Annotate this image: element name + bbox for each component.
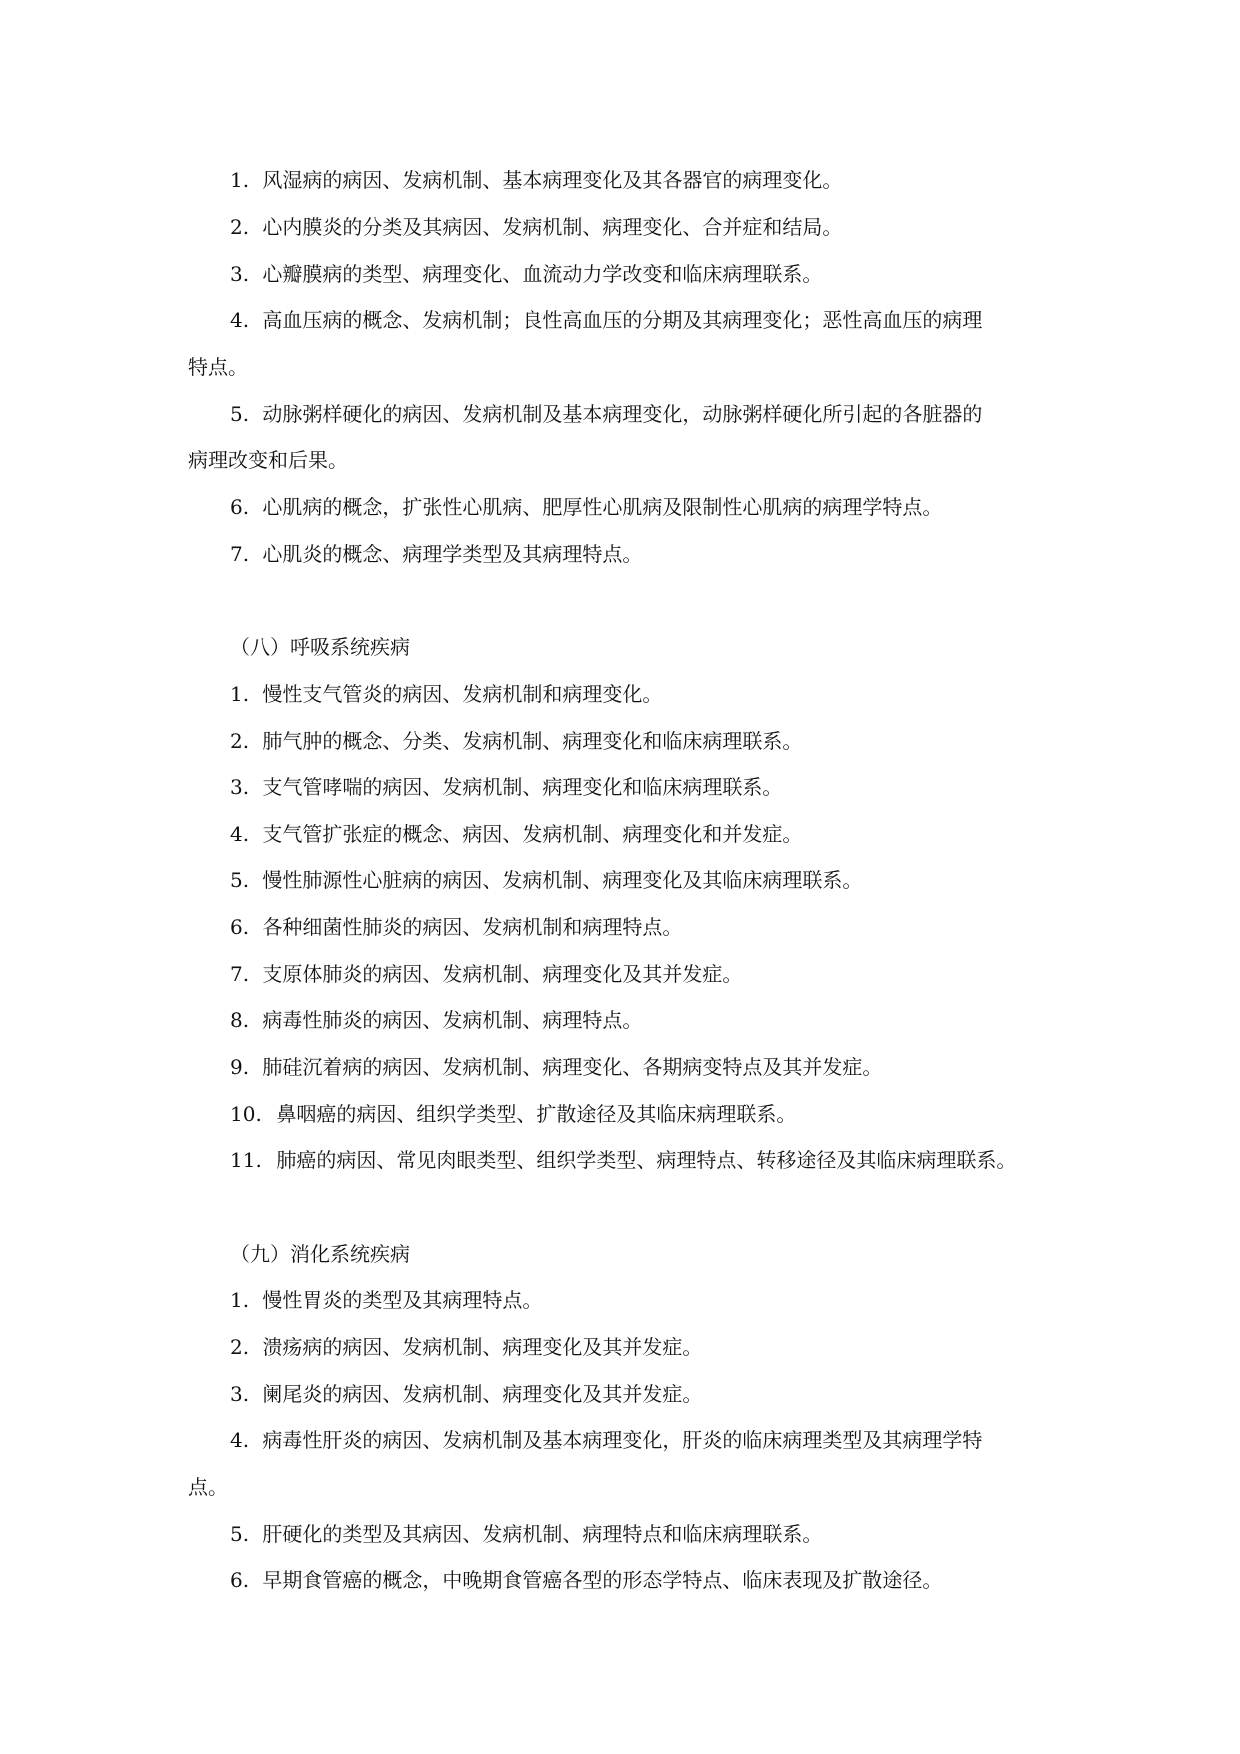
list-item-continuation: 点。 bbox=[188, 1475, 228, 1499]
list-item: 3. 心瓣膜病的类型、病理变化、血流动力学改变和临床病理联系。 bbox=[230, 262, 823, 286]
list-item: 4. 高血压病的概念、发病机制；良性高血压的分期及其病理变化；恶性高血压的病理 bbox=[230, 308, 983, 332]
list-item: 6. 早期食管癌的概念，中晚期食管癌各型的形态学特点、临床表现及扩散途径。 bbox=[230, 1568, 943, 1592]
list-item: 1. 慢性支气管炎的病因、发病机制和病理变化。 bbox=[230, 682, 663, 706]
section-heading: （八）呼吸系统疾病 bbox=[230, 635, 410, 659]
list-item: 3. 阑尾炎的病因、发病机制、病理变化及其并发症。 bbox=[230, 1382, 703, 1406]
list-item: 10. 鼻咽癌的病因、组织学类型、扩散途径及其临床病理联系。 bbox=[230, 1102, 797, 1126]
list-item: 7. 支原体肺炎的病因、发病机制、病理变化及其并发症。 bbox=[230, 962, 743, 986]
list-item: 4. 支气管扩张症的概念、病因、发病机制、病理变化和并发症。 bbox=[230, 822, 803, 846]
list-item: 5. 慢性肺源性心脏病的病因、发病机制、病理变化及其临床病理联系。 bbox=[230, 868, 863, 892]
list-item: 5. 肝硬化的类型及其病因、发病机制、病理特点和临床病理联系。 bbox=[230, 1522, 823, 1546]
list-item: 7. 心肌炎的概念、病理学类型及其病理特点。 bbox=[230, 542, 643, 566]
list-item: 9. 肺硅沉着病的病因、发病机制、病理变化、各期病变特点及其并发症。 bbox=[230, 1055, 883, 1079]
list-item: 1. 风湿病的病因、发病机制、基本病理变化及其各器官的病理变化。 bbox=[230, 168, 843, 192]
list-item: 2. 肺气肿的概念、分类、发病机制、病理变化和临床病理联系。 bbox=[230, 729, 803, 753]
list-item-continuation: 特点。 bbox=[188, 355, 248, 379]
list-item: 5. 动脉粥样硬化的病因、发病机制及基本病理变化，动脉粥样硬化所引起的各脏器的 bbox=[230, 402, 983, 426]
list-item: 6. 心肌病的概念，扩张性心肌病、肥厚性心肌病及限制性心肌病的病理学特点。 bbox=[230, 495, 943, 519]
list-item: 2. 溃疡病的病因、发病机制、病理变化及其并发症。 bbox=[230, 1335, 703, 1359]
list-item: 3. 支气管哮喘的病因、发病机制、病理变化和临床病理联系。 bbox=[230, 775, 783, 799]
list-item: 4. 病毒性肝炎的病因、发病机制及基本病理变化，肝炎的临床病理类型及其病理学特 bbox=[230, 1428, 983, 1452]
list-item: 6. 各种细菌性肺炎的病因、发病机制和病理特点。 bbox=[230, 915, 683, 939]
list-item: 8. 病毒性肺炎的病因、发病机制、病理特点。 bbox=[230, 1008, 643, 1032]
list-item: 1. 慢性胃炎的类型及其病理特点。 bbox=[230, 1288, 543, 1312]
list-item: 11. 肺癌的病因、常见肉眼类型、组织学类型、病理特点、转移途径及其临床病理联系。 bbox=[230, 1148, 1017, 1172]
list-item: 2. 心内膜炎的分类及其病因、发病机制、病理变化、合并症和结局。 bbox=[230, 215, 843, 239]
section-heading: （九）消化系统疾病 bbox=[230, 1242, 410, 1266]
list-item-continuation: 病理改变和后果。 bbox=[188, 448, 348, 472]
